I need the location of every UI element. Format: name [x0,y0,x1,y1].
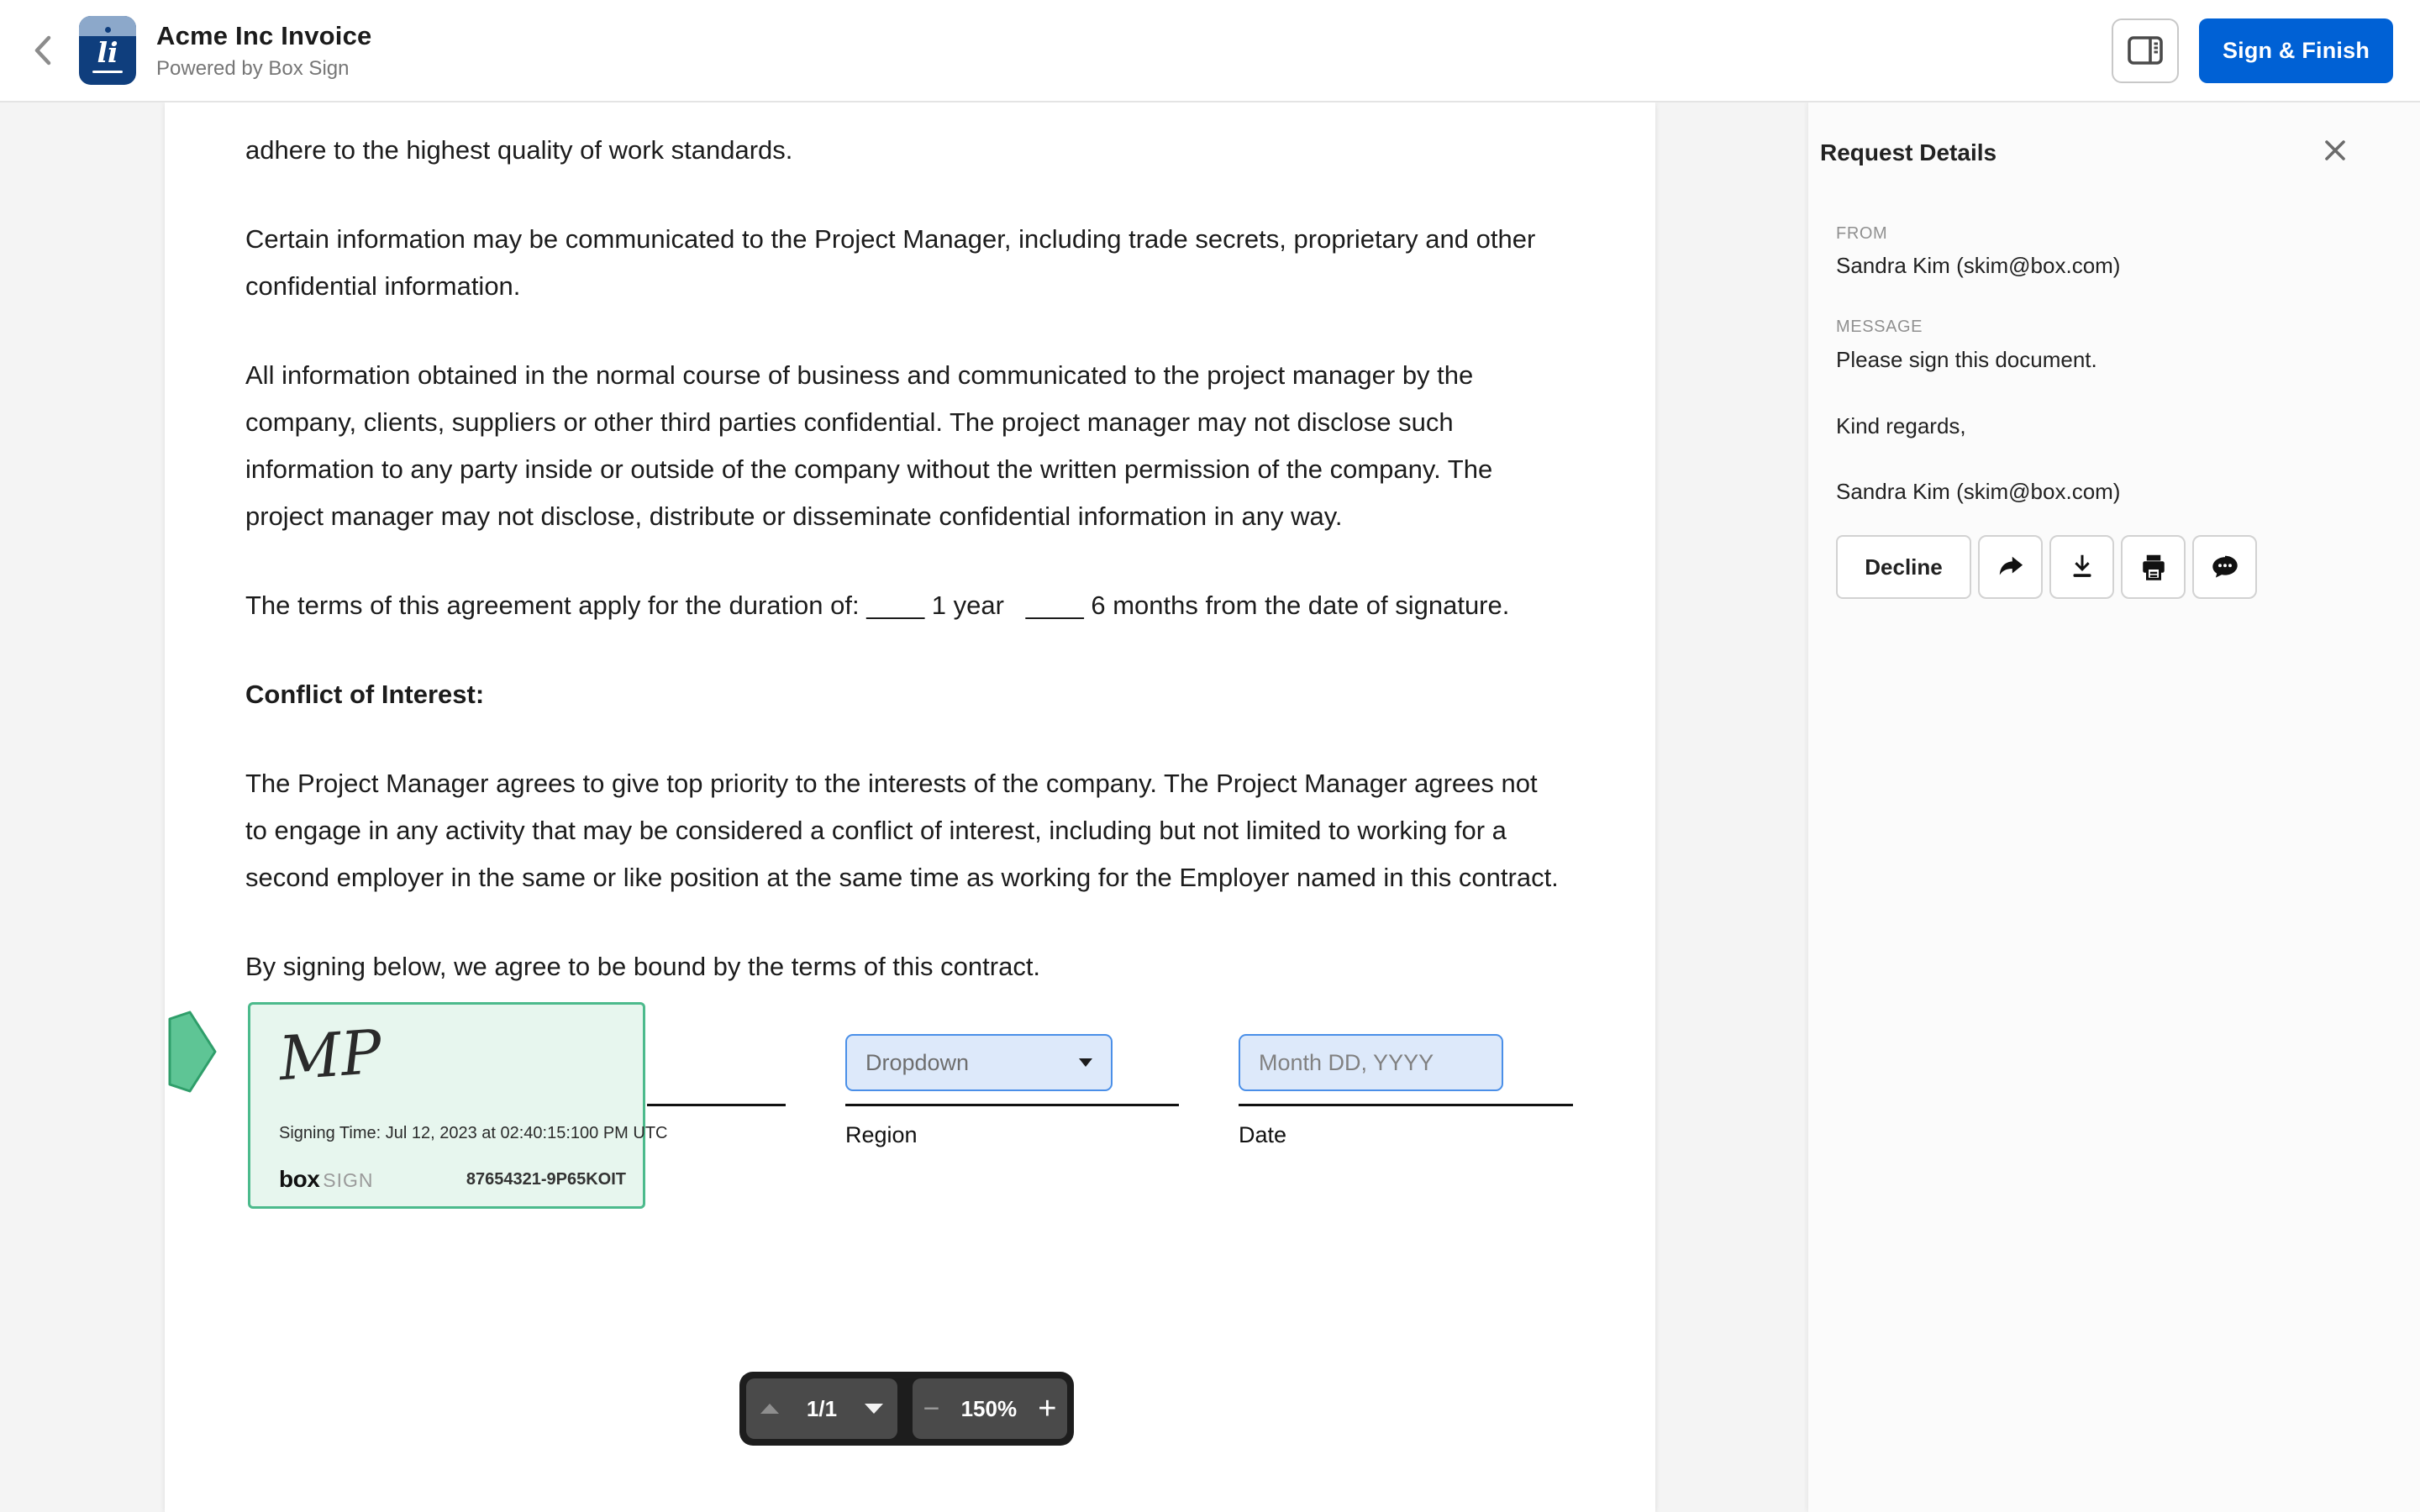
from-label: FROM [1836,224,1888,243]
page-navigation [746,1378,897,1439]
zoom-out-button[interactable]: − [923,1393,940,1425]
print-icon [2139,552,2169,582]
back-button[interactable] [30,34,55,67]
page-indicator: 1/1 [806,1395,838,1421]
zoom-controls [913,1378,1067,1439]
message-line: Sandra Kim (skim@box.com) [1836,479,2121,504]
signature-underline [647,1104,786,1106]
sidebar-header [1808,139,2420,167]
region-label: Region [845,1122,918,1147]
paragraph: The Project Manager agrees to give top priority to the interests of the company. The Project Manager agrees not to engage in any activity that may be considered a conflict of interest, including but not limited to working for a second employer in the same or like position at the same time as working for the Employer named in this contract. [245,769,1559,892]
document-subtitle: Powered by Box Sign [156,56,350,80]
date-placeholder: Month DD, YYYY [1259,1049,1434,1075]
paragraph: adhere to the highest quality of work standards. [245,135,793,165]
logo-signature-glyph: li [97,36,118,69]
comment-button[interactable] [2192,535,2257,599]
sidebar-actions [1836,535,2370,599]
signature-initials: MP [276,1016,384,1095]
message-line: Kind regards, [1836,413,1966,438]
sidebar-title: Request Details [1820,139,1997,165]
signing-time: Signing Time: Jul 12, 2023 at 02:40:15:100 PM UTC [279,1124,668,1142]
document-viewer[interactable] [0,102,1808,1512]
brand-sign: SIGN [323,1169,374,1191]
next-field-marker-icon [166,1011,218,1093]
print-button[interactable] [2121,535,2186,599]
region-underline [845,1104,1179,1106]
share-icon [1996,552,2026,582]
document-page [165,102,1655,1512]
signature-fields-row [165,1002,1655,1229]
close-panel-button[interactable] [2323,138,2348,167]
paragraph: The terms of this agreement apply for the duration of: ____ 1 year ____ 6 months from the date of signature. [245,591,1510,620]
chevron-left-icon [32,34,54,66]
signature-reference-id: 87654321-9P65KOIT [466,1170,626,1189]
title-block [156,21,371,81]
request-details-panel [1808,102,2420,1512]
section-heading: Conflict of Interest: [245,680,485,709]
download-icon [2067,552,2097,582]
logo-flap-dot [105,27,111,33]
comment-icon [2210,552,2240,582]
paragraph: All information obtained in the normal course of business and communicated to the project manager by the company, clients, suppliers or other third parties confidential. The project manager may not disclose such information to any party inside or outside of the company without the written permission of the company. The project manager may not disclose, distribute or disseminate confidential information in any way. [245,360,1493,531]
box-sign-watermark [279,1166,374,1193]
from-value: Sandra Kim (skim@box.com) [1836,253,2121,278]
zoom-level: 150% [960,1395,1018,1421]
date-label: Date [1239,1122,1287,1147]
sidebar-body [1808,224,2420,599]
date-underline [1239,1104,1573,1106]
brand-box: box [279,1166,320,1192]
date-input-field[interactable] [1239,1034,1503,1091]
paragraph: By signing below, we agree to be bound by the terms of this contract. [245,952,1041,981]
previous-page-button[interactable] [760,1404,779,1414]
document-text [165,102,1655,990]
close-icon [2323,138,2348,163]
top-bar-left [0,16,371,85]
top-bar [0,0,2420,102]
dropdown-placeholder: Dropdown [865,1049,970,1075]
next-page-button[interactable] [865,1404,883,1414]
region-dropdown-field[interactable] [845,1034,1113,1091]
zoom-in-button[interactable]: + [1038,1391,1057,1426]
top-bar-actions [2112,18,2420,83]
signature-field[interactable] [248,1002,668,1209]
content-area [0,102,2420,1512]
box-sign-logo [79,16,136,85]
document-title: Acme Inc Invoice [156,20,372,50]
chevron-down-icon [1079,1058,1092,1067]
download-button[interactable] [2049,535,2114,599]
logo-underline [92,71,123,73]
share-button[interactable] [1978,535,2043,599]
sign-and-finish-button[interactable]: Sign & Finish [2199,18,2393,83]
message-label: MESSAGE [1836,318,1923,336]
paragraph: Certain information may be communicated to the Project Manager, including trade secrets, proprietary and other confidential information. [245,224,1536,301]
panel-layout-icon [2126,34,2165,67]
toggle-details-panel-button[interactable] [2112,18,2179,83]
message-line: Please sign this document. [1836,347,2097,372]
decline-button[interactable]: Decline [1836,535,1971,599]
page-zoom-controls [739,1372,1074,1446]
logo-flap [79,16,136,36]
